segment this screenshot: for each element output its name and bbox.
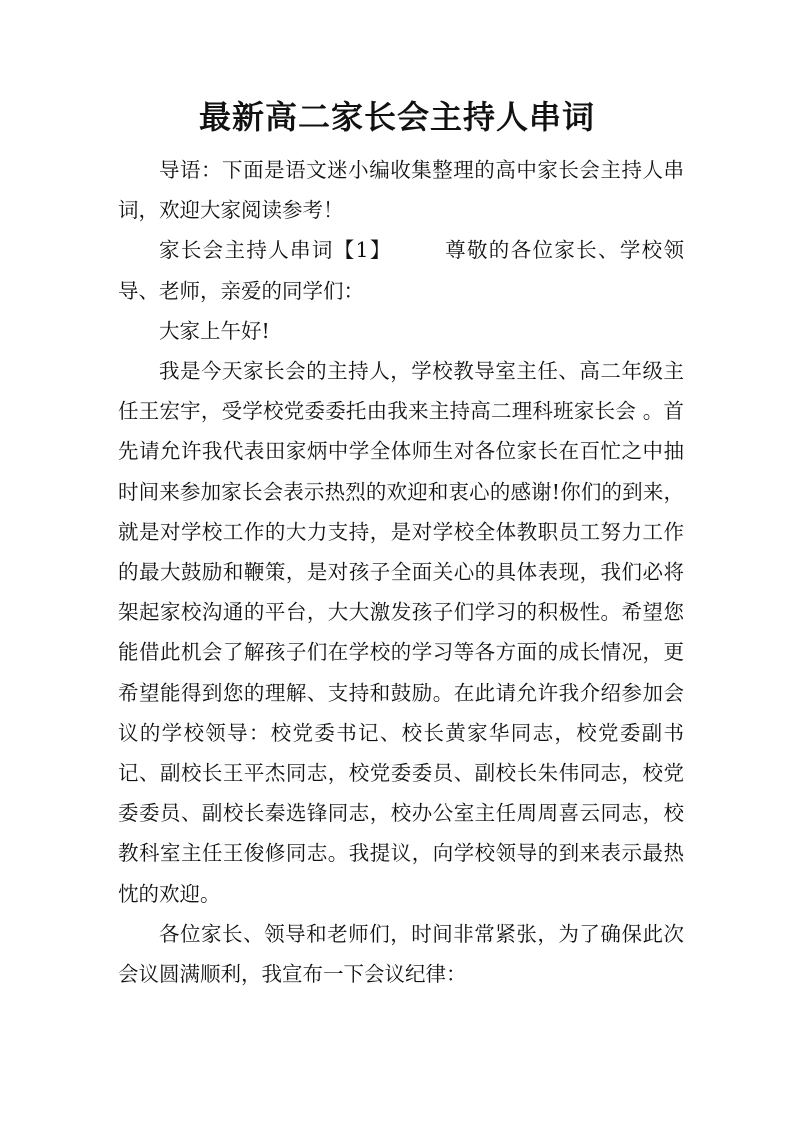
salutation: 尊敬的各位家长、学校领导、老师，亲爱的同学们： <box>118 238 685 303</box>
document-body <box>118 150 684 994</box>
greeting-paragraph: 大家上午好! <box>159 318 270 343</box>
section-heading-paragraph <box>118 230 684 310</box>
section-heading: 家长会主持人串词【1】 <box>159 238 392 263</box>
body-paragraph-1: 我是今天家长会的主持人，学校教导室主任、高二年级主任王宏宇，受学校党委委托由我来主持高二理科班家长会 。首先请允许我代表田家炳中学全体师生对各位家长在百忙之中抽时间来参加家长会表示热烈的欢迎和衷心的感谢!你们的到来，就是对学校工作的大力支持，是对学校全体教职员工努力工作的最大鼓励和鞭策，是对孩子全面关心的具体表现，我们必将架起家校沟通的平台，大大激发孩子们学习的积极性。希望您能借此机会了解孩子们在学校的学习等各方面的成长情况，更希望能得到您的理解、支持和鼓励。在此请允许我介绍参加会议的学校领导：校党委书记、校长黄家华同志，校党委副书记、副校长王平杰同志，校党委委员、副校长朱伟同志，校党委委员、副校长秦选锋同志，校办公室主任周周喜云同志，校教科室主任王俊修同志。我提议，向学校领导的到来表示最热忱的欢迎。 <box>118 359 684 906</box>
intro-paragraph: 导语：下面是语文迷小编收集整理的高中家长会主持人串词，欢迎大家阅读参考！ <box>118 158 684 223</box>
body-paragraph-2: 各位家长、领导和老师们，时间非常紧张，为了确保此次会议圆满顺利，我宣布一下会议纪律： <box>118 921 684 987</box>
document-title: 最新高二家长会主持人串词 <box>198 98 595 136</box>
